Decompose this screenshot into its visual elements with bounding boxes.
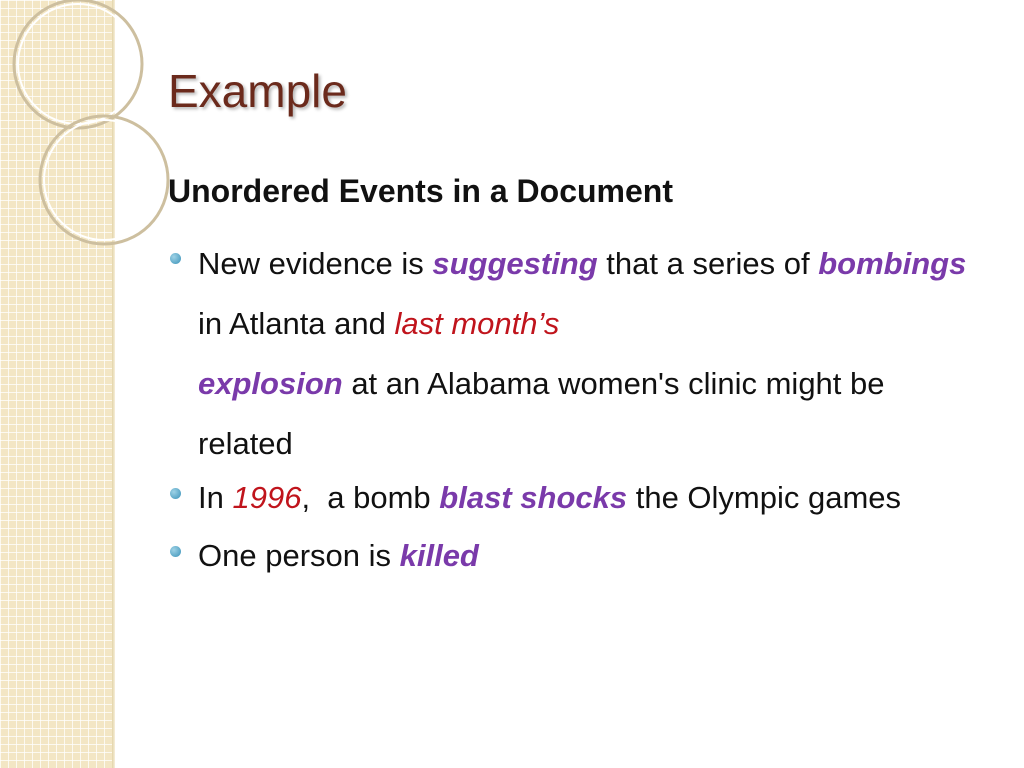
text-segment: that a series of — [597, 246, 819, 281]
bullet-item — [168, 234, 968, 474]
slide-title: Example — [168, 65, 347, 117]
slide-subheading: Unordered Events in a Document — [168, 173, 673, 209]
bullet-item — [168, 530, 968, 582]
event-keyword: killed — [399, 538, 479, 573]
text-segment: One person is — [198, 538, 400, 573]
time-expression: 1996 — [232, 480, 302, 515]
bullet-dot-icon — [170, 253, 181, 264]
bullet-dot-icon — [170, 488, 181, 499]
bullet-list — [168, 234, 968, 582]
text-segment: at an Alabama women's clinic might be related — [198, 366, 885, 461]
bullet-dot-icon — [170, 546, 181, 557]
bullet-text — [198, 480, 901, 515]
text-segment: the Olympic games — [627, 480, 902, 515]
bullet-text — [198, 538, 479, 573]
decorative-rings — [0, 0, 180, 300]
bullet-text — [198, 246, 966, 461]
bullet-item — [168, 472, 968, 524]
time-expression: last month’s — [394, 306, 560, 341]
event-keyword: explosion — [198, 366, 343, 401]
text-segment: In — [198, 480, 233, 515]
text-segment: in Atlanta and — [198, 306, 395, 341]
text-segment: , a bomb — [301, 480, 440, 515]
text-segment: New evidence is — [198, 246, 433, 281]
event-keyword: suggesting — [432, 246, 598, 281]
event-keyword: bombings — [818, 246, 967, 281]
event-keyword: blast shocks — [439, 480, 628, 515]
